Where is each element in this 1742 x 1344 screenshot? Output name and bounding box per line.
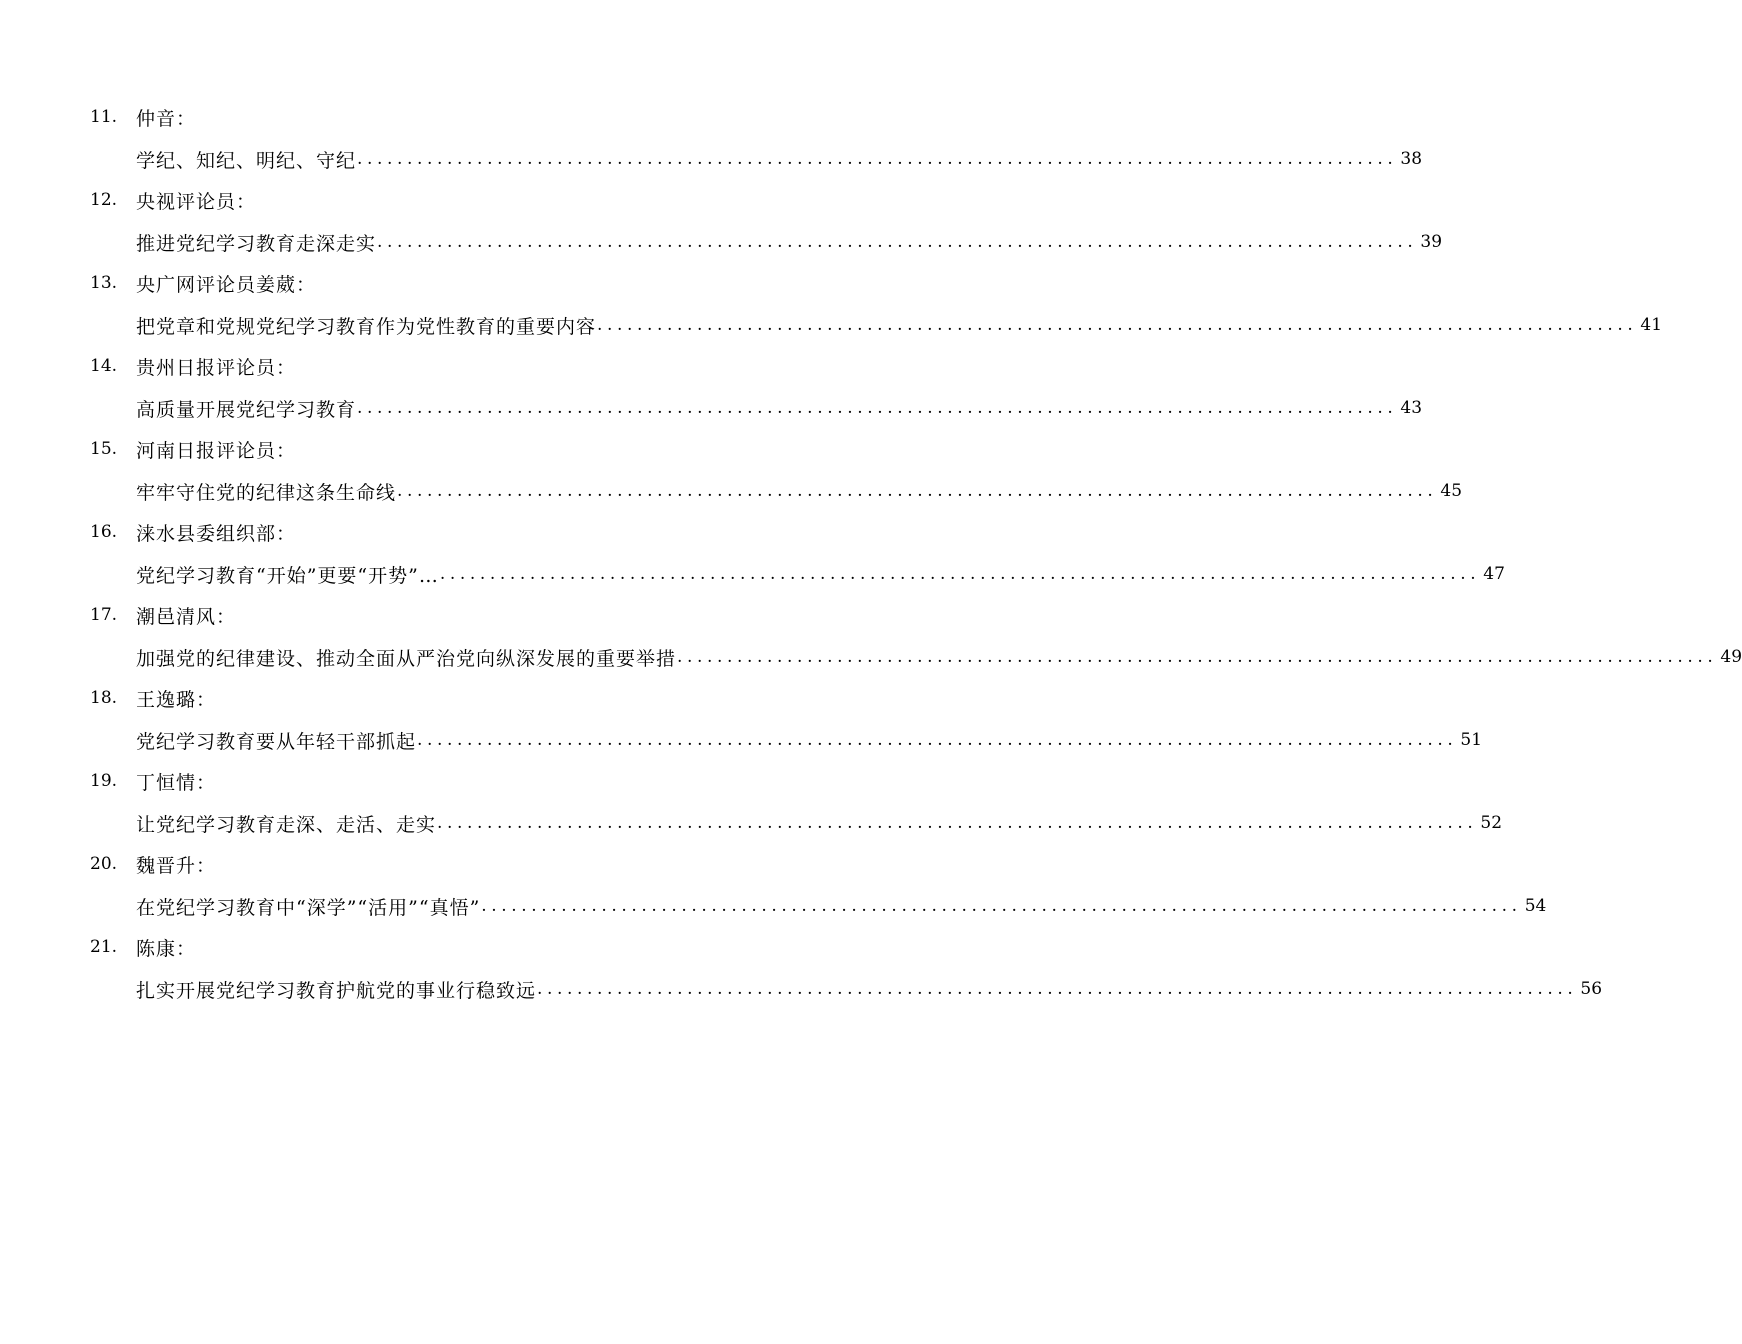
toc-title-line[interactable] xyxy=(136,221,1443,263)
toc-entry-title[interactable]: 推进党纪学习教育走深走实 xyxy=(136,232,377,255)
dot-leader: ........................................................................................................ xyxy=(357,149,1398,169)
toc-entry-author: 王逸璐： xyxy=(136,688,217,711)
toc-entry-author: 潮邑清风： xyxy=(136,605,237,628)
toc-title-line[interactable] xyxy=(136,885,1547,927)
toc-entry-author: 涞水县委组织部： xyxy=(136,522,297,545)
dot-leader: ........................................................................................................ xyxy=(417,730,1458,750)
toc-entry-page[interactable]: 56 xyxy=(1580,979,1603,999)
toc-author-line xyxy=(0,843,950,885)
toc-entry-title[interactable]: 牢牢守住党的纪律这条生命线 xyxy=(136,481,397,504)
toc-title-line[interactable] xyxy=(136,968,1603,1010)
toc-entry-title[interactable]: 把党章和党规党纪学习教育作为党性教育的重要内容 xyxy=(136,315,597,338)
toc-title-line[interactable] xyxy=(136,304,1663,346)
toc-entry-page[interactable]: 54 xyxy=(1524,896,1547,916)
toc-entry-title[interactable]: 扎实开展党纪学习教育护航党的事业行稳致远 xyxy=(136,979,537,1002)
toc-title-line[interactable] xyxy=(136,636,1742,678)
toc-author-line xyxy=(0,511,950,553)
toc-title-line[interactable] xyxy=(136,387,1423,429)
toc-title-line[interactable] xyxy=(136,802,1503,844)
toc-entry[interactable] xyxy=(0,345,1423,428)
toc-entry-number: 13. xyxy=(90,273,118,293)
toc-title-line[interactable] xyxy=(136,138,1423,180)
toc-entry-number: 16. xyxy=(90,522,118,542)
toc-author-line xyxy=(0,345,950,387)
toc-entry-number: 20. xyxy=(90,854,118,874)
toc-entry[interactable] xyxy=(0,96,1423,179)
toc-entry[interactable] xyxy=(0,843,1547,926)
table-of-contents xyxy=(0,96,1742,1009)
toc-entry-page[interactable]: 52 xyxy=(1480,813,1503,833)
toc-author-line xyxy=(0,262,950,304)
toc-entry-page[interactable]: 41 xyxy=(1640,315,1663,335)
dot-leader: ........................................................................................................ xyxy=(597,315,1638,335)
dot-leader: ........................................................................................................ xyxy=(439,564,1481,584)
toc-entry-number: 12. xyxy=(90,190,118,210)
toc-author-line xyxy=(0,179,950,221)
toc-title-line[interactable] xyxy=(136,553,1505,595)
toc-entry-number: 17. xyxy=(90,605,118,625)
toc-entry-number: 11. xyxy=(90,107,118,127)
toc-author-line xyxy=(0,594,950,636)
toc-entry-author: 央广网评论员姜葳： xyxy=(136,273,317,296)
toc-entry[interactable] xyxy=(0,428,1463,511)
dot-leader: ........................................................................................................ xyxy=(437,813,1478,833)
toc-entry-page[interactable]: 45 xyxy=(1440,481,1463,501)
toc-entry[interactable] xyxy=(0,926,1603,1009)
toc-entry-author: 河南日报评论员： xyxy=(136,439,297,462)
dot-leader: ........................................................................................................ xyxy=(677,647,1718,667)
toc-entry-page[interactable]: 49 xyxy=(1720,647,1742,667)
toc-title-line[interactable] xyxy=(136,719,1483,761)
toc-entry-title[interactable]: 学纪、知纪、明纪、守纪 xyxy=(136,149,357,172)
toc-author-line xyxy=(0,926,950,968)
toc-author-line xyxy=(0,428,950,470)
toc-entry-number: 19. xyxy=(90,771,118,791)
toc-entry-title[interactable]: 高质量开展党纪学习教育 xyxy=(136,398,357,421)
toc-author-line xyxy=(0,760,950,802)
toc-entry-number: 15. xyxy=(90,439,118,459)
toc-entry-author: 仲音： xyxy=(136,107,197,130)
dot-leader: ........................................................................................................ xyxy=(357,398,1398,418)
toc-entry-number: 18. xyxy=(90,688,118,708)
toc-entry-number: 21. xyxy=(90,937,118,957)
toc-entry-page[interactable]: 39 xyxy=(1420,232,1443,252)
toc-entry[interactable] xyxy=(0,179,1443,262)
toc-entry-title[interactable]: 党纪学习教育要从年轻干部抓起 xyxy=(136,730,417,753)
toc-entry[interactable] xyxy=(0,262,1663,345)
toc-entry-title[interactable]: 党纪学习教育“开始”更要“开势”… xyxy=(136,564,439,587)
dot-leader: ........................................................................................................ xyxy=(481,896,1522,916)
toc-entry-author: 央视评论员： xyxy=(136,190,257,213)
toc-entry-page[interactable]: 47 xyxy=(1483,564,1505,584)
toc-entry-author: 丁恒情： xyxy=(136,771,217,794)
toc-entry-author: 贵州日报评论员： xyxy=(136,356,297,379)
toc-entry-page[interactable]: 51 xyxy=(1460,730,1483,750)
toc-title-line[interactable] xyxy=(136,470,1463,512)
dot-leader: ........................................................................................................ xyxy=(397,481,1438,501)
toc-entry-number: 14. xyxy=(90,356,118,376)
toc-author-line xyxy=(0,96,950,138)
toc-entry[interactable] xyxy=(0,594,1742,677)
toc-author-line xyxy=(0,677,950,719)
toc-entry-title[interactable]: 让党纪学习教育走深、走活、走实 xyxy=(136,813,437,836)
toc-entry[interactable] xyxy=(0,677,1483,760)
toc-entry-page[interactable]: 38 xyxy=(1400,149,1423,169)
toc-entry[interactable] xyxy=(0,511,1505,594)
dot-leader: ........................................................................................................ xyxy=(377,232,1418,252)
toc-entry-title[interactable]: 在党纪学习教育中“深学”“活用”“真悟” xyxy=(136,896,481,919)
toc-entry[interactable] xyxy=(0,760,1503,843)
toc-entry-author: 魏晋升： xyxy=(136,854,217,877)
toc-entry-title[interactable]: 加强党的纪律建设、推动全面从严治党向纵深发展的重要举措 xyxy=(136,647,677,670)
dot-leader: ........................................................................................................ xyxy=(537,979,1578,999)
toc-entry-author: 陈康： xyxy=(136,937,197,960)
toc-entry-page[interactable]: 43 xyxy=(1400,398,1423,418)
